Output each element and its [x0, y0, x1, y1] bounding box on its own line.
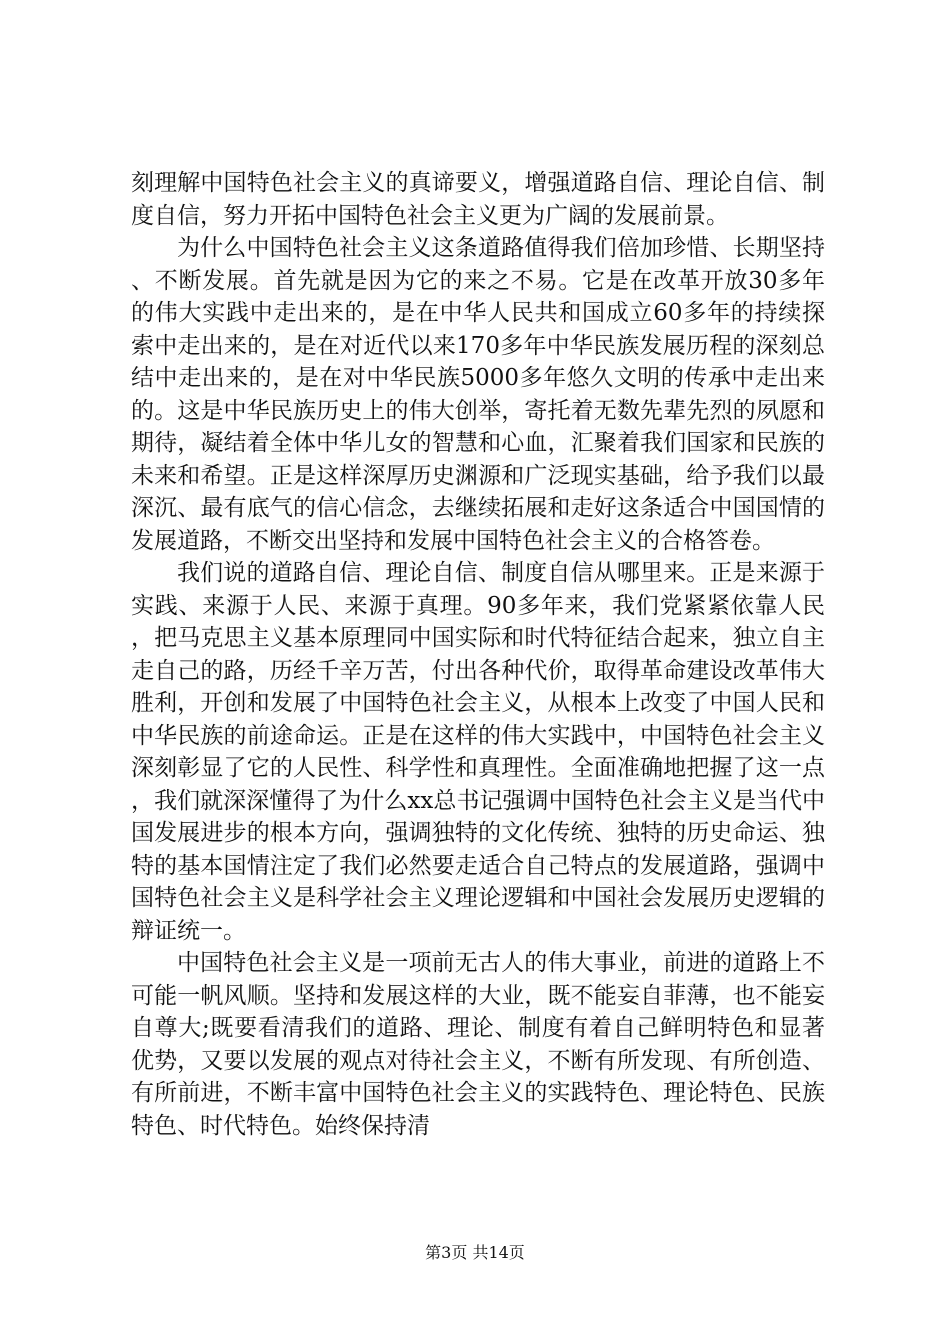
paragraph-2: 为什么中国特色社会主义这条道路值得我们倍加珍惜、长期坚持、不断发展。首先就是因为它的来之不易。它是在改革开放30多年的伟大实践中走出来的，是在中华人民共和国成立60多年的持续探索中走出来的，是在对近代以来170多年中华民族发展历程的深刻总结中走出来的，是在对中华民族5000多年悠久文明的传承中走出来的。这是中华民族历史上的伟大创举，寄托着无数先辈先烈的夙愿和期待，凝结着全体中华儿女的智慧和心血，汇聚着我们国家和民族的未来和希望。正是这样深厚历史渊源和广泛现实基础，给予我们以最深沉、最有底气的信心信念，去继续拓展和走好这条适合中国国情的发展道路，不断交出坚持和发展中国特色社会主义的合格答卷。: [131, 235, 825, 554]
page-number-footer: 第3页 共14页: [425, 1243, 525, 1262]
paragraph-4: 中国特色社会主义是一项前无古人的伟大事业，前进的道路上不可能一帆风顺。坚持和发展这样的大业，既不能妄自菲薄，也不能妄自尊大;既要看清我们的道路、理论、制度有着自己鲜明特色和显著优势，又要以发展的观点对待社会主义，不断有所发现、有所创造、有所前进，不断丰富中国特色社会主义的实践特色、理论特色、民族特色、时代特色。始终保持清: [131, 950, 825, 1139]
document-body: [131, 167, 825, 1142]
paragraph-3: 我们说的道路自信、理论自信、制度自信从哪里来。正是来源于实践、来源于人民、来源于真理。90多年来，我们党紧紧依靠人民，把马克思主义基本原理同中国实际和时代特征结合起来，独立自主走自己的路，历经千辛万苦，付出各种代价，取得革命建设改革伟大胜利，开创和发展了中国特色社会主义，从根本上改变了中国人民和中华民族的前途命运。正是在这样的伟大实践中，中国特色社会主义深刻彰显了它的人民性、科学性和真理性。全面准确地把握了这一点，我们就深深懂得了为什么xx总书记强调中国特色社会主义是当代中国发展进步的根本方向，强调独特的文化传统、独特的历史命运、独特的基本国情注定了我们必然要走适合自己特点的发展道路，强调中国特色社会主义是科学社会主义理论逻辑和中国社会发展历史逻辑的辩证统一。: [131, 560, 825, 944]
paragraph-1: 刻理解中国特色社会主义的真谛要义，增强道路自信、理论自信、制度自信，努力开拓中国特色社会主义更为广阔的发展前景。: [131, 170, 825, 229]
